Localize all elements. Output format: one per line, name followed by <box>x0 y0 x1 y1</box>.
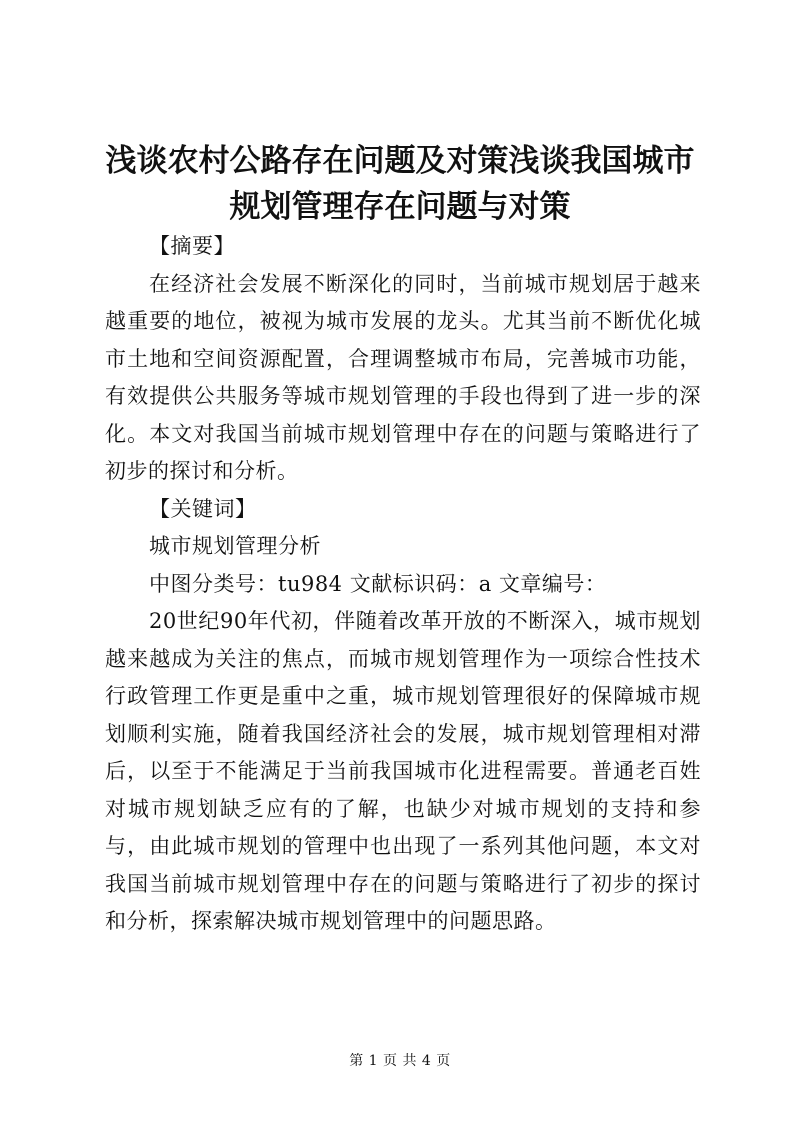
classification-line: 中图分类号：tu984 文献标识码：a 文章编号： <box>149 571 607 596</box>
abstract-paragraph: 在经济社会发展不断深化的同时，当前城市规划居于越来越重要的地位，被视为城市发展的龙头。尤其当前不断优化城市土地和空间资源配置，合理调整城市布局，完善城市功能，有效提供公共服务等城市规划管理的手段也得到了进一步的深化。本文对我国当前城市规划管理中存在的问题与策略进行了初步的探讨和分析。 <box>105 271 701 483</box>
document-body <box>105 228 701 941</box>
page-number-footer: 第 1 页 共 4 页 <box>349 1053 451 1069</box>
keywords-heading: 【关键词】 <box>149 496 257 521</box>
abstract-heading: 【摘要】 <box>149 234 235 258</box>
keywords-text: 城市规划管理分析 <box>149 534 321 558</box>
document-title: 浅谈农村公路存在问题及对策浅谈我国城市规划管理存在问题与对策 <box>105 143 695 225</box>
intro-paragraph: 20世纪90年代初，伴随着改革开放的不断深入，城市规划越来越成为关注的焦点，而城市规划管理作为一项综合性技术行政管理工作更是重中之重，城市规划管理很好的保障城市规划顺利实施，随着我国经济社会的发展，城市规划管理相对滞后，以至于不能满足于当前我国城市化进程需要。普通老百姓对城市规划缺乏应有的了解，也缺少对城市规划的支持和参与，由此城市规划的管理中也出现了一系列其他问题，本文对我国当前城市规划管理中存在的问题与策略进行了初步的探讨和分析，探索解决城市规划管理中的问题思路。 <box>105 609 701 933</box>
